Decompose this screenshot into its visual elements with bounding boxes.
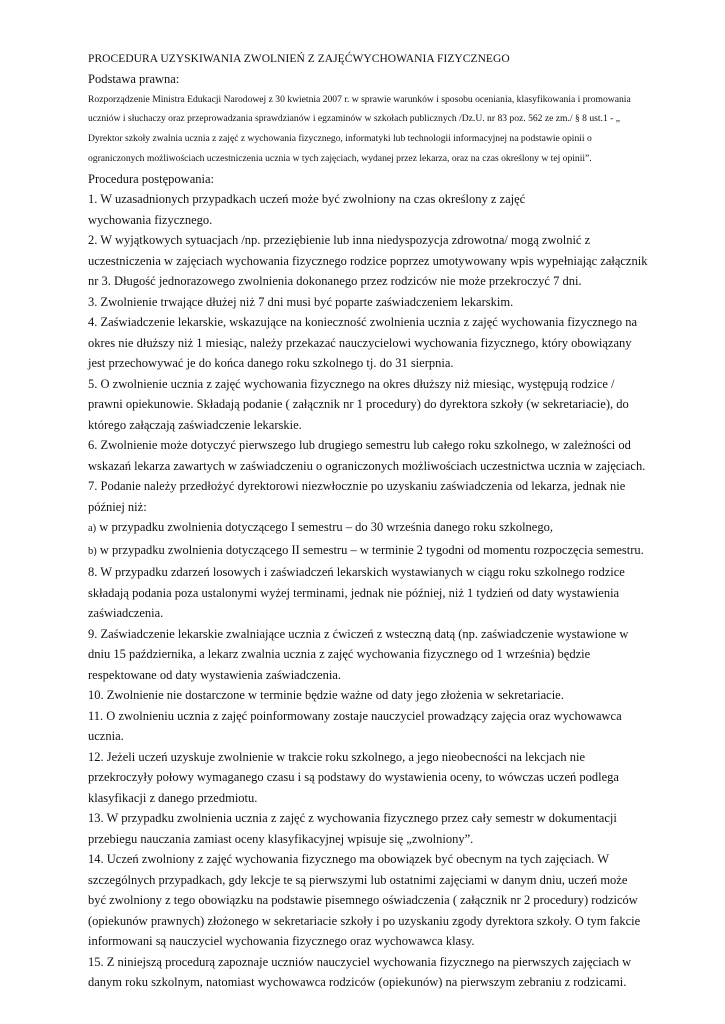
legal-basis-heading: Podstawa prawna: — [88, 72, 180, 86]
procedure-item-8: 8. W przypadku zdarzeń losowych i zaświadczeń lekarskich wystawianych w ciągu roku szkolnego rodzice składają podania poza ustalonymi wyżej terminami, jednak nie później, niż 1 tydzień od daty wystawienia zaświadczenia. — [88, 565, 625, 621]
procedure-subitem-a — [88, 517, 648, 540]
procedure-subitem-b — [88, 540, 648, 563]
procedure-item-2: 2. W wyjątkowych sytuacjach /np. przeziębienie lub inna niedyspozycja zdrowotna/ mogą zwolnić z uczestniczenia w zajęciach wychowania fizycznego rodzice poprzez umotywowany wpis wypełniając załącznik nr 3. Długość jednorazowego zwolnienia dokonanego przez rodziców nie może przekroczyć 7 dni. — [88, 233, 648, 289]
procedure-item-5: 5. O zwolnienie ucznia z zajęć wychowania fizycznego na okres dłuższy niż miesiąc, występują rodzice / prawni opiekunowie. Składają podanie ( załącznik nr 1 procedury) do dyrektora szkoły (w sekretariacie), do którego załączają zaświadczenie lekarskie. — [88, 376, 629, 432]
procedure-item-11: 11. O zwolnieniu ucznia z zajęć poinformowany zostaje nauczyciel prowadzący zajęcia oraz wychowawca ucznia. — [88, 708, 622, 744]
procedure-item-1-line-1: 1. W uzasadnionych przypadkach uczeń może być zwolniony na czas określony z zajęć — [88, 192, 526, 207]
procedure-item-1 — [88, 189, 648, 230]
procedure-item-10: 10. Zwolnienie nie dostarczone w terminie będzie ważne od daty jego złożenia w sekretariacie. — [88, 688, 564, 703]
procedure-item-14: 14. Uczeń zwolniony z zajęć wychowania fizycznego ma obowiązek być obecnym na tych zajęciach. W szczególnych przypadkach, gdy lekcje te są pierwszymi lub ostatnimi zajęciami w danym dniu, uczeń może być zwolniony z tego obowiązku na podstawie pisemnego oświadczenia ( załącznik nr 2 procedury) rodziców (opiekunów prawnych) złożonego w sekretariacie szkoły i po uzyskaniu zgody dyrektora szkoły. O tym fakcie informowani są nauczyciel wychowania fizycznego oraz wychowawca klasy. — [88, 852, 641, 949]
document-page — [88, 49, 648, 993]
procedure-heading: Procedura postępowania: — [88, 171, 215, 186]
document-title: PROCEDURA UZYSKIWANIA ZWOLNIEŃ Z ZAJĘĆWYCHOWANIA FIZYCZNEGO — [88, 53, 510, 65]
procedure-item-3: 3. Zwolnienie trwające dłużej niż 7 dni musi być poparte zaświadczeniem lekarskim. — [88, 294, 514, 309]
procedure-item-12: 12. Jeżeli uczeń uzyskuje zwolnienie w trakcie roku szkolnego, a jego nieobecności na lekcjach nie przekroczyły połowy wymaganego czasu i są podstawy do wystawienia oceny, to wówczas uczeń podlega klasyfikacji z danego przedmiotu. — [88, 749, 619, 805]
procedure-item-7: 7. Podanie należy przedłożyć dyrektorowi niezwłocznie po uzyskaniu zaświadczenia od lekarza, jednak nie później niż: — [88, 479, 626, 514]
subitem-b-prefix: b) — [88, 545, 97, 557]
subitem-a-text: w przypadku zwolnienia dotyczącego I semestru – do 30 września danego roku szkolnego, — [96, 520, 553, 535]
procedure-item-6: 6. Zwolnienie może dotyczyć pierwszego lub drugiego semestru lub całego roku szkolnego, w zależności od wskazań lekarza zawartych w zaświadczeniu o ograniczonych możliwościach uczestnictwa ucznia w zajęciach. — [88, 438, 646, 473]
procedure-item-15: 15. Z niniejszą procedurą zapoznaje uczniów nauczyciel wychowania fizycznego na pierwszych zajęciach w danym roku szkolnym, natomiast wychowawca rodziców (opiekunów) na pierwszym zebraniu z rodzicami. — [88, 954, 632, 990]
subitem-a-prefix: a) — [88, 523, 97, 535]
procedure-item-9: 9. Zaświadczenie lekarskie zwalniające ucznia z ćwiczeń z wsteczną datą (np. zaświadczenie wystawione w dniu 15 października, a lekarz zwalnia ucznia z zajęć wychowania fizycznego od 1 września) będzie respektowane od daty wystawienia zaświadczenia. — [88, 626, 629, 682]
subitem-b-text: w przypadku zwolnienia dotyczącego II semestru – w terminie 2 tygodni od momentu rozpoczęcia semestru. — [96, 542, 644, 557]
legal-basis-text: Rozporządzenie Ministra Edukacji Narodowej z 30 kwietnia 2007 r. w sprawie warunków i sposobu oceniania, klasyfikowania i promowania uczniów i słuchaczy oraz przeprowadzania sprawdzianów i egzaminów w szkołach publicznych /Dz.U. nr 83 poz. 562 ze zm./ § 8 ust.1 - „ Dyrektor szkoły zwalnia ucznia z zajęć z wychowania fizycznego, informatyki lub technologii informacyjnej na podstawie opinii o ograniczonych możliwościach uczestniczenia ucznia w tych zajęciach, wydanej przez lekarza, oraz na czas określony w tej opinii”. — [88, 93, 631, 164]
procedure-item-1-line-2: wychowania fizycznego. — [88, 212, 213, 227]
procedure-item-13: 13. W przypadku zwolnienia ucznia z zajęć z wychowania fizycznego przez cały semestr w dokumentacji przebiegu nauczania zamiast oceny klasyfikacyjnej wpisuje się „zwolniony”. — [88, 811, 617, 846]
procedure-item-4: 4. Zaświadczenie lekarskie, wskazujące na konieczność zwolnienia ucznia z zajęć wychowania fizycznego na okres nie dłuższy niż 1 miesiąc, należy przekazać nauczycielowi wychowania fizycznego, który obowiązany jest przechowywać je do końca danego roku szkolnego tj. do 31 sierpnia. — [88, 315, 638, 371]
